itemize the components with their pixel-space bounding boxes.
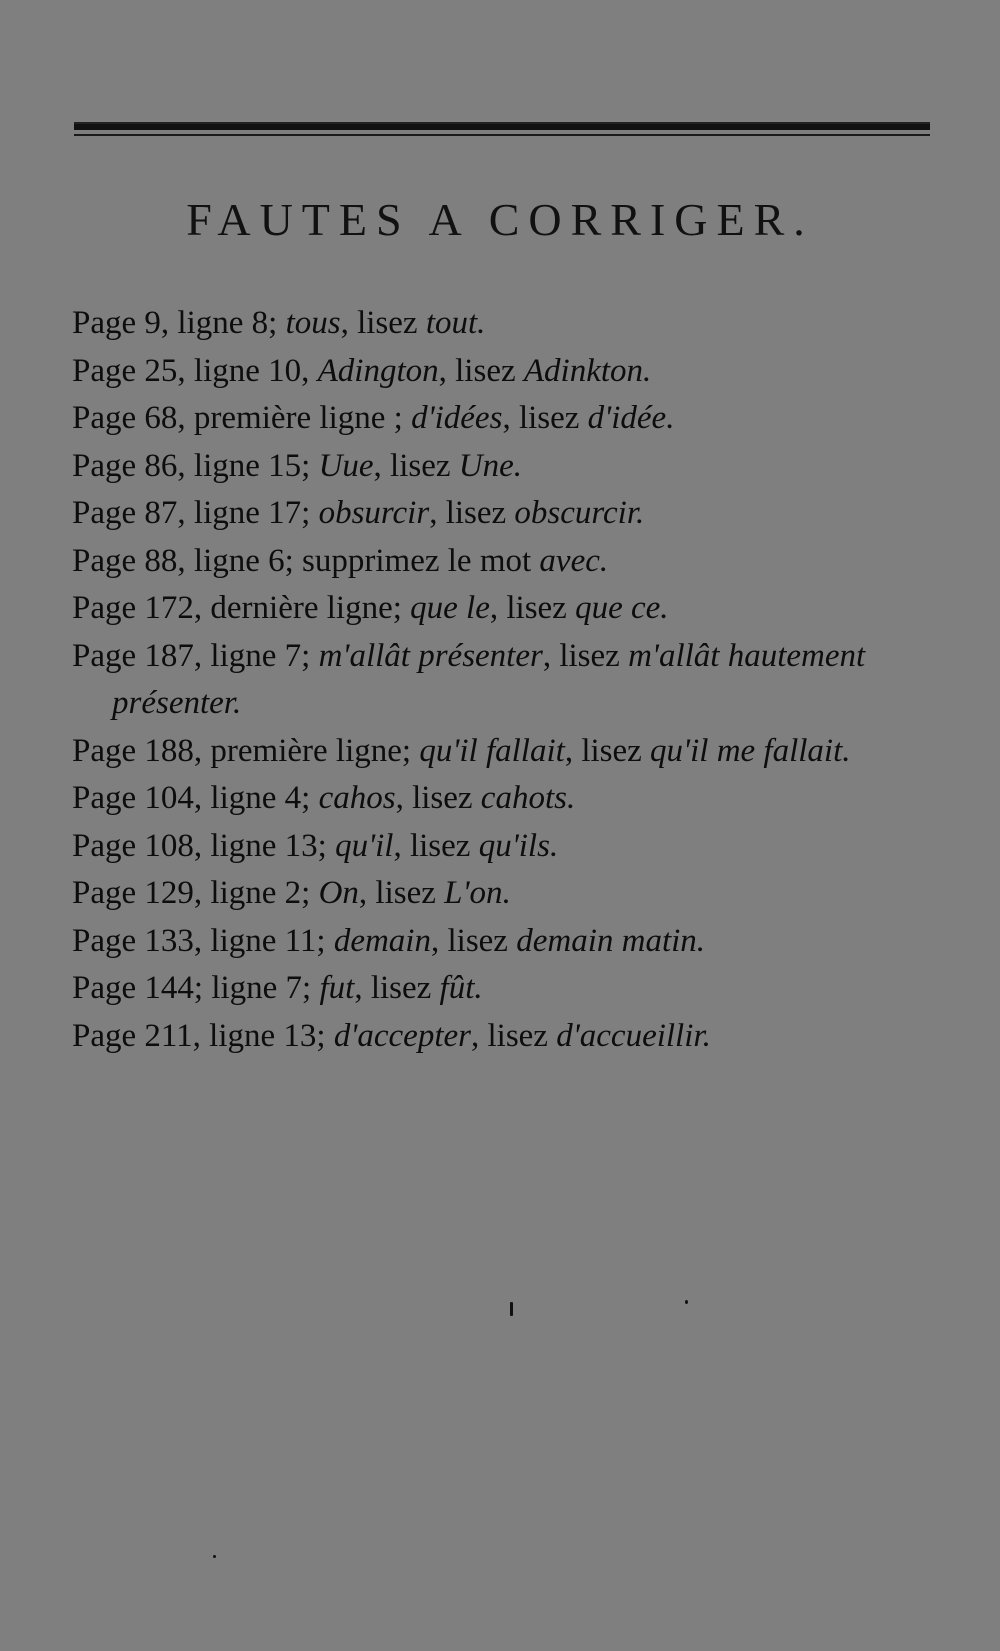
entry-separator: , lisez <box>395 780 481 816</box>
entry-separator: , lisez <box>438 352 524 389</box>
entry-separator: , lisez <box>430 922 517 959</box>
entry-location: Page 211, ligne 13; <box>72 1017 334 1054</box>
ink-speck <box>510 1302 513 1316</box>
entry-separator: , lisez <box>489 590 576 626</box>
entry-wrong: qu'il fallait <box>419 732 565 769</box>
entry-right: fût <box>439 970 475 1006</box>
entry-location: Page 104, ligne 4; <box>72 780 319 816</box>
header-rule <box>74 122 930 130</box>
entry-end: . <box>477 305 486 341</box>
errata-entry <box>72 395 942 443</box>
entry-right: tout <box>425 305 478 341</box>
entry-location: Page 9, ligne 8; <box>72 305 286 341</box>
entry-right: obscurcir <box>514 495 637 531</box>
errata-entry <box>72 538 942 586</box>
entry-end: . <box>232 685 242 721</box>
entry-wrong: tous <box>285 305 341 341</box>
entry-right: m'allât hautement présenter <box>112 637 866 721</box>
entry-wrong: obsurcir <box>318 495 430 531</box>
entry-location: Page 172, dernière ligne; <box>72 590 411 626</box>
entry-end: . <box>566 780 576 816</box>
errata-entry <box>72 348 942 396</box>
entry-end: . <box>696 922 706 959</box>
entry-location: Page 187, ligne 7; <box>72 637 319 674</box>
entry-separator: , lisez <box>564 732 651 769</box>
errata-entry <box>72 585 942 633</box>
entry-right: qu'ils <box>478 827 550 864</box>
entry-wrong: fut <box>319 970 355 1006</box>
errata-entry <box>72 728 942 776</box>
entry-separator: , lisez <box>358 875 445 911</box>
entry-end: . <box>842 732 851 769</box>
entry-end: . <box>599 542 609 579</box>
header-rule-thin <box>74 134 930 136</box>
entry-end: . <box>702 1017 711 1054</box>
entry-right: que ce <box>575 590 661 626</box>
entry-right: Adinkton <box>523 352 644 389</box>
entry-wrong: qu'il <box>335 827 394 864</box>
entry-end: . <box>666 400 675 436</box>
entry-right: qu'il me fallait <box>650 732 843 769</box>
errata-entry <box>72 870 942 918</box>
entry-location: Page 87, ligne 17; <box>72 495 319 531</box>
entry-separator: , lisez <box>373 447 459 484</box>
entry-separator: , lisez <box>429 495 515 531</box>
entry-wrong: que le <box>410 590 490 626</box>
entry-separator: , lisez <box>502 400 588 436</box>
entry-wrong: demain <box>333 922 431 959</box>
entry-wrong: d'idées <box>411 400 503 436</box>
errata-entry <box>72 490 942 538</box>
entry-location: Page 88, ligne 6; supprimez le mot <box>72 542 540 579</box>
entry-location: Page 86, ligne 15; <box>72 447 319 484</box>
entry-location: Page 188, première ligne; <box>72 732 420 769</box>
entry-right: d'idée <box>587 400 667 436</box>
entry-end: . <box>660 590 669 626</box>
entry-end: . <box>636 495 645 531</box>
errata-entry <box>72 823 942 871</box>
entry-right: Une <box>458 447 514 484</box>
entry-end: . <box>502 875 511 911</box>
entry-end: . <box>643 352 652 389</box>
errata-entry <box>72 918 942 966</box>
entry-end: . <box>549 827 559 864</box>
entry-wrong: Adington <box>317 352 439 389</box>
entry-wrong: On <box>318 875 359 911</box>
entry-separator: , lisez <box>393 827 479 864</box>
errata-entry <box>72 965 942 1013</box>
page-title: FAUTES A CORRIGER. <box>186 194 814 245</box>
errata-entry <box>72 775 942 823</box>
entry-right: demain matin <box>516 922 697 959</box>
entry-separator: , lisez <box>542 637 629 674</box>
entry-location: Page 133, ligne 11; <box>72 922 334 959</box>
entry-wrong: cahos <box>318 780 396 816</box>
entry-wrong: avec <box>539 542 600 579</box>
ink-speck <box>685 1300 688 1304</box>
entry-separator: , lisez <box>354 970 440 1006</box>
errata-entry <box>72 300 942 348</box>
entry-location: Page 25, ligne 10, <box>72 352 318 389</box>
entry-end: . <box>513 447 523 484</box>
errata-entry <box>72 443 942 491</box>
entry-separator: , lisez <box>470 1017 557 1054</box>
errata-list <box>72 300 942 1060</box>
entry-wrong: d'accepter <box>333 1017 471 1054</box>
entry-end: . <box>474 970 483 1006</box>
entry-right: L'on <box>444 875 503 911</box>
entry-location: Page 144; ligne 7; <box>72 970 320 1006</box>
ink-speck <box>213 1555 216 1558</box>
entry-wrong: Uue <box>318 447 374 484</box>
errata-entry <box>72 1013 942 1061</box>
entry-right: d'accueillir <box>556 1017 703 1054</box>
entry-location: Page 68, première ligne ; <box>72 400 412 436</box>
entry-right: cahots <box>480 780 567 816</box>
entry-separator: , lisez <box>340 305 426 341</box>
entry-wrong: m'allât présenter <box>318 637 543 674</box>
errata-entry <box>72 633 942 728</box>
entry-location: Page 108, ligne 13; <box>72 827 336 864</box>
entry-location: Page 129, ligne 2; <box>72 875 319 911</box>
